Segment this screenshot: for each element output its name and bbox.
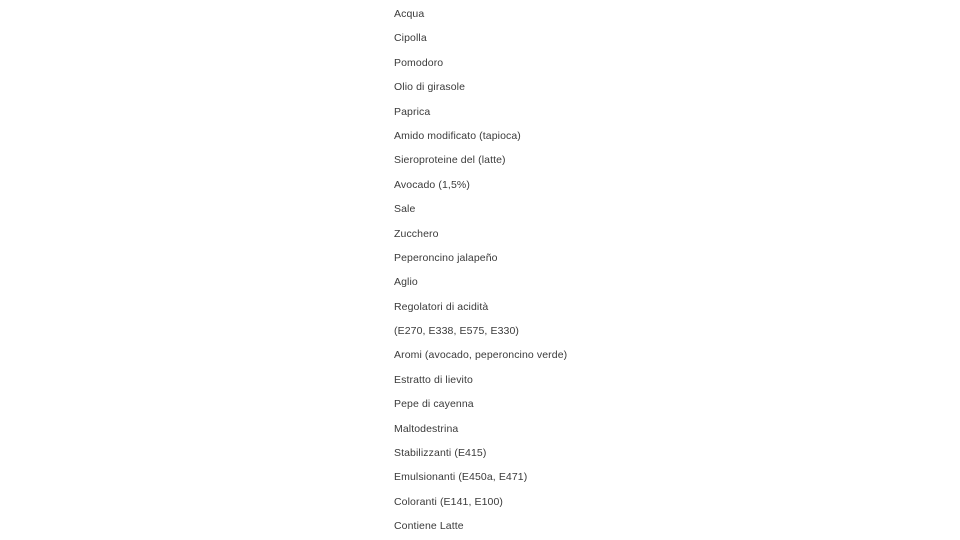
- list-item: Zucchero: [394, 227, 439, 240]
- list-item: Contiene Latte: [394, 520, 464, 533]
- list-item: Pomodoro: [394, 56, 444, 69]
- list-item: Peperoncino jalapeño: [394, 251, 498, 264]
- list-item: Cipolla: [394, 32, 427, 45]
- list-item: Aglio: [394, 276, 418, 289]
- list-item: Maltodestrina: [394, 422, 459, 435]
- list-item: Aromi (avocado, peperoncino verde): [394, 349, 568, 362]
- list-item: Estratto di lievito: [394, 373, 473, 386]
- list-item: Paprica: [394, 105, 431, 118]
- list-item: Emulsionanti (E450a, E471): [394, 471, 528, 484]
- list-item: Stabilizzanti (E415): [394, 447, 487, 460]
- list-item: Coloranti (E141, E100): [394, 495, 504, 508]
- list-item: Amido modificato (tapioca): [394, 129, 521, 142]
- ingredient-list: [394, 2, 567, 539]
- list-item: Olio di girasole: [394, 81, 466, 94]
- list-item: (E270, E338, E575, E330): [394, 325, 519, 338]
- list-item: Sieroproteine del (latte): [394, 154, 506, 167]
- list-item: Pepe di cayenna: [394, 398, 474, 411]
- list-item: Avocado (1,5%): [394, 178, 470, 191]
- list-item: Regolatori di acidità: [394, 300, 489, 313]
- list-item: Acqua: [394, 8, 425, 20]
- list-item: Sale: [394, 203, 416, 216]
